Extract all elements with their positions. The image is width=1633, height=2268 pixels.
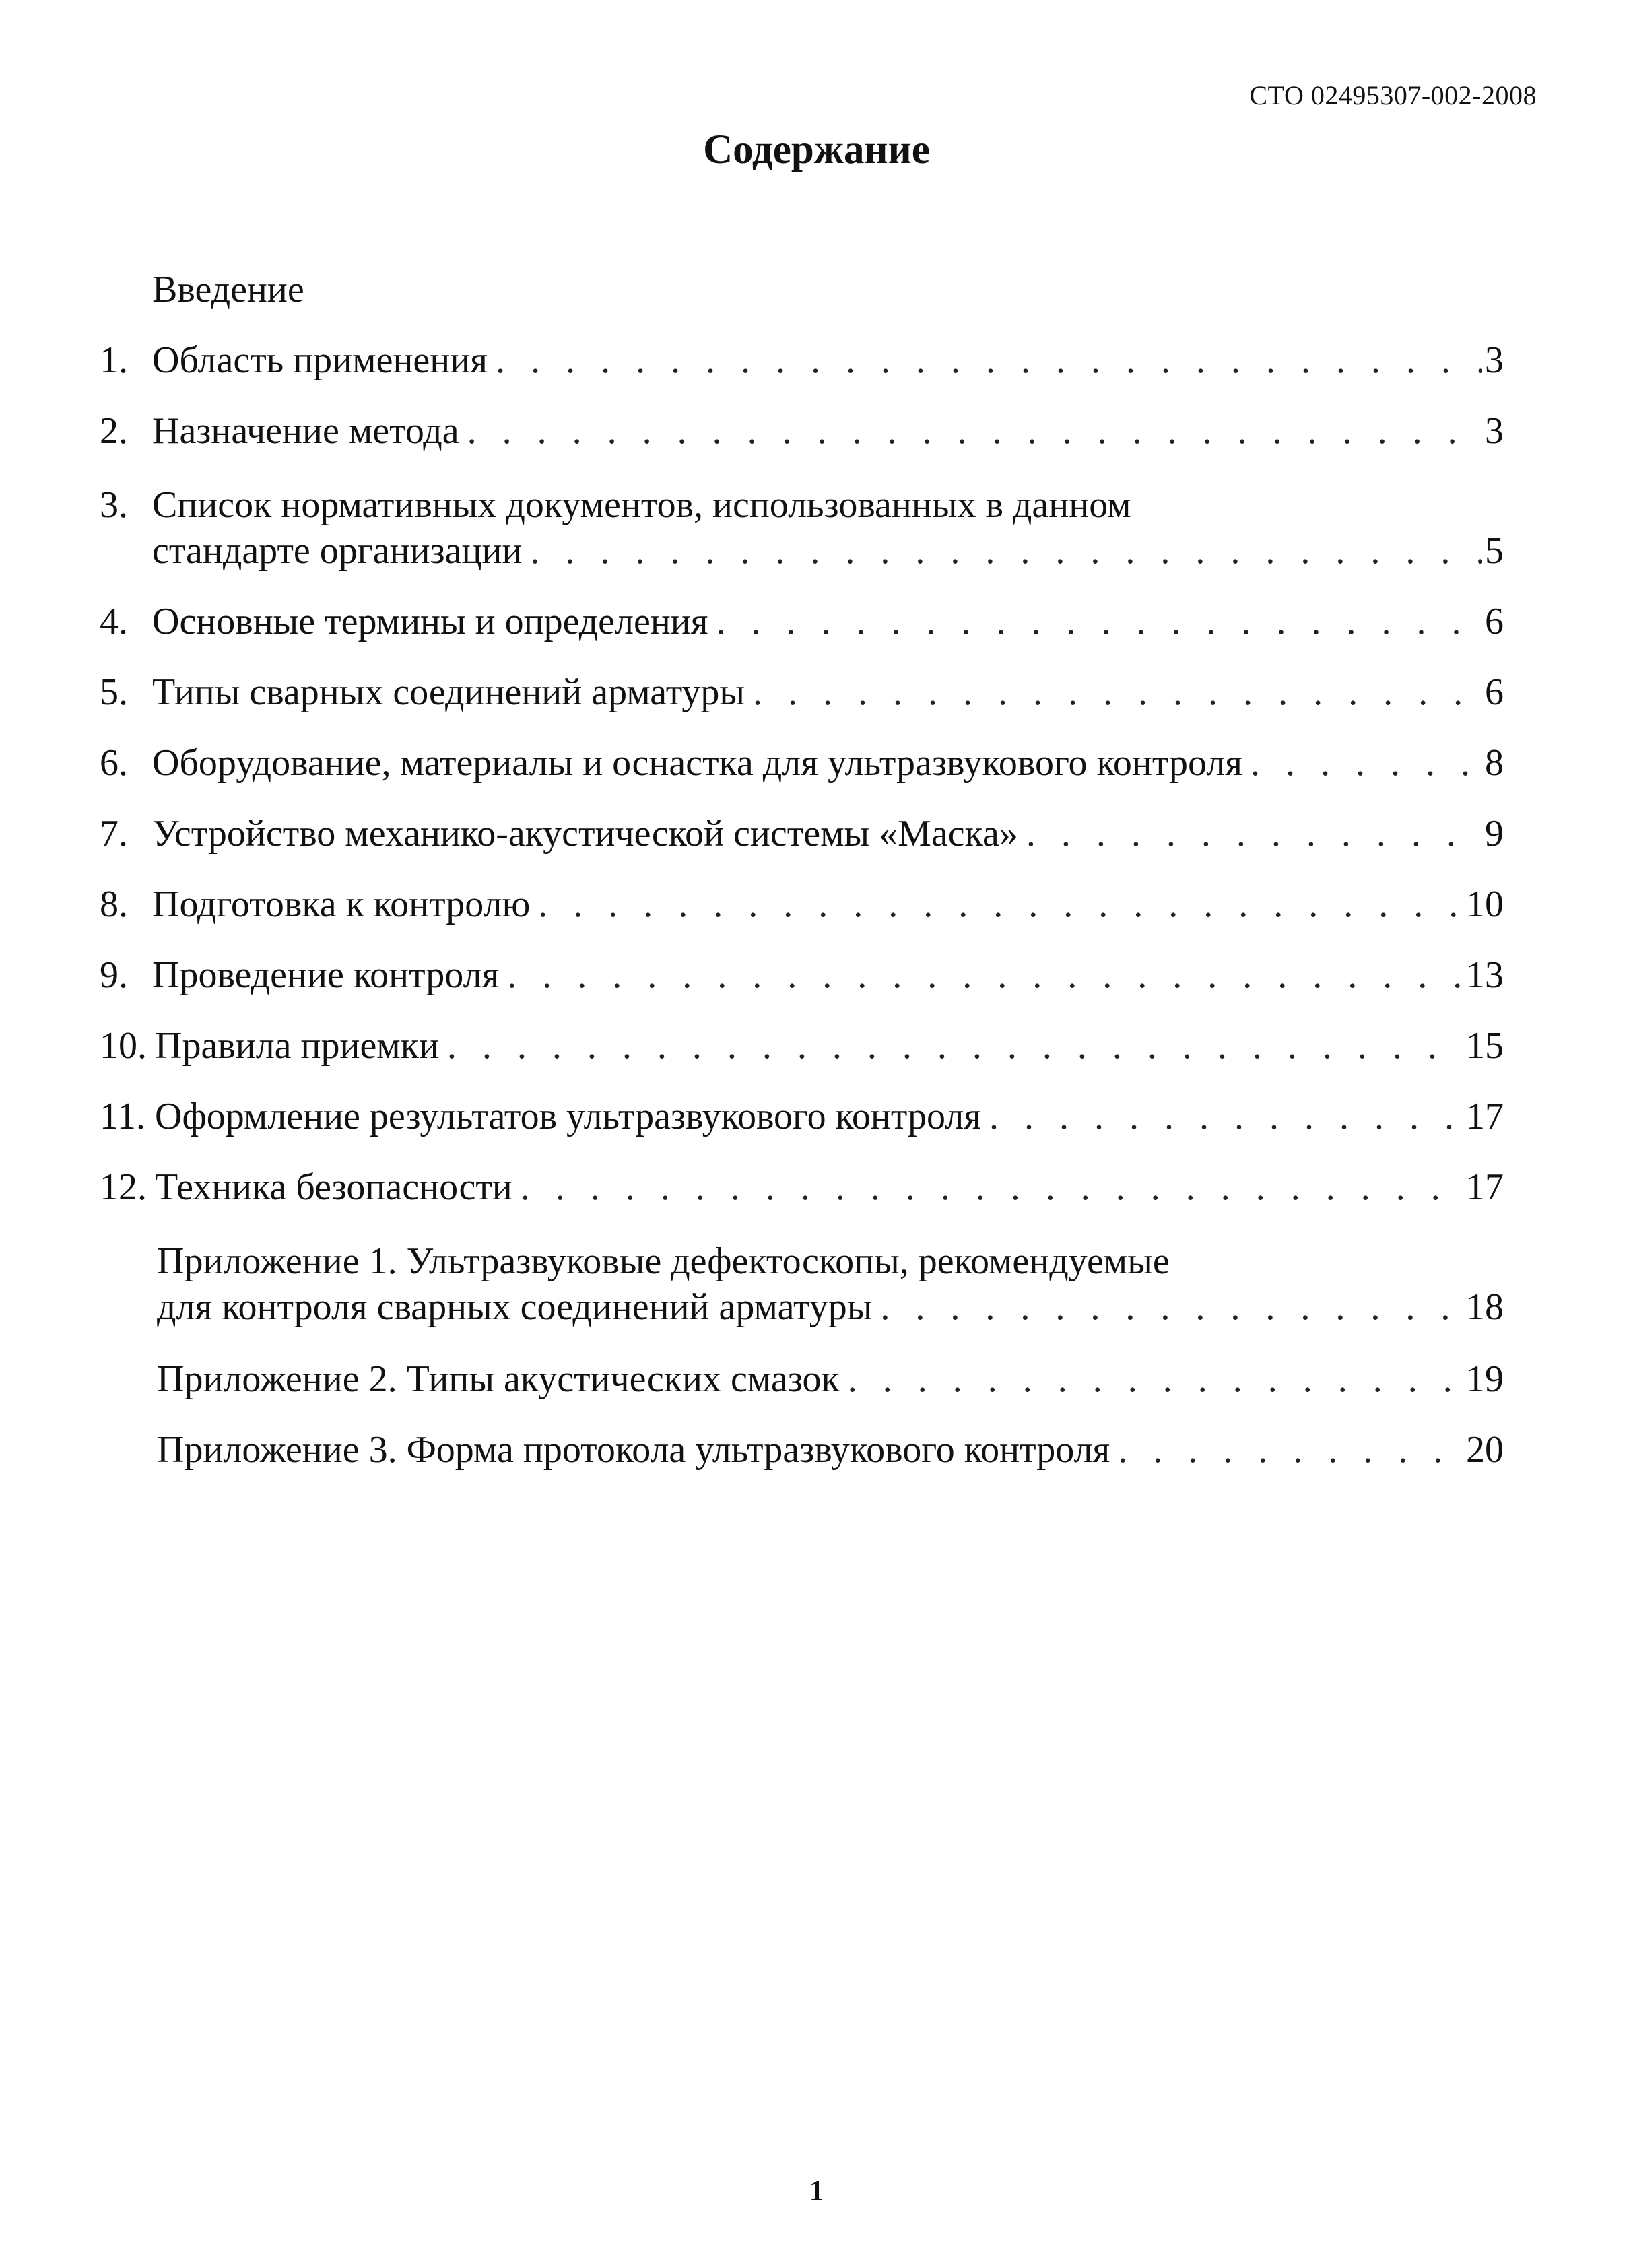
toc-entry-number: 6. [100,742,128,784]
toc-entry-page: 9 [1485,813,1504,855]
toc-appendix [100,1356,1504,1403]
toc-entry-page: 17 [1466,1166,1504,1208]
toc-entry-number: 9. [100,954,128,996]
toc-entry [100,739,1504,787]
toc-leader-dots [848,1356,1463,1403]
toc-entry [100,810,1504,857]
toc-leader-dots [1118,1426,1463,1473]
toc-entry-number: 8. [100,883,128,925]
toc-entry [100,669,1504,716]
toc-appendix [100,1426,1504,1473]
toc-entry-page: 3 [1485,339,1504,381]
toc-entry-title: Оформление результатов ультразвукового контроля [155,1096,982,1137]
toc-entry-title: Типы сварных соединений арматуры [152,671,745,713]
toc-appendix-title: для контроля сварных соединений арматуры [157,1286,873,1328]
toc-entry-number: 2. [100,410,128,452]
toc-intro-label: Введение [152,269,304,310]
toc-leader-dots [496,337,1482,384]
toc-entry-number: 3. [100,484,128,526]
toc-entry-title: Проведение контроля [152,954,500,996]
toc-leader-dots [1251,739,1482,787]
toc-appendix-title: Приложение 2. Типы акустических смазок [157,1358,840,1400]
toc-entry-number: 5. [100,671,128,713]
toc-appendix-title: Приложение 3. Форма протокола ультразвукового контроля [157,1429,1110,1471]
toc-entry-page: 6 [1485,671,1504,713]
toc-entry-page: 15 [1466,1025,1504,1067]
toc-leader-dots [530,527,1482,574]
toc-leader-dots [521,1164,1463,1211]
toc-leader-dots [447,1022,1463,1069]
page-number: 1 [809,2176,824,2207]
toc-appendix [100,1238,1504,1332]
toc-entry-number: 4. [100,601,128,642]
toc-entry [100,881,1504,928]
toc-entry-page: 17 [1466,1096,1504,1137]
toc-appendix-page: 19 [1466,1358,1504,1400]
toc-leader-dots [538,881,1463,928]
toc-entry-title: Оборудование, материалы и оснастка для ультразвукового контроля [152,742,1242,784]
toc-entry [100,1164,1504,1211]
toc-entry [100,1022,1504,1069]
toc-entry-title: Правила приемки [155,1025,439,1067]
toc-entry-title: Подготовка к контролю [152,883,531,925]
toc-entry-number: 10. [100,1025,147,1067]
toc-appendix-title-line1: Приложение 1. Ультразвуковые дефектоскопы, рекомендуемые [157,1240,1170,1282]
toc-entry-title: Назначение метода [152,410,459,452]
toc-entry [100,337,1504,384]
toc-entry-page: 8 [1485,742,1504,784]
toc-entry-title: Техника безопасности [155,1166,512,1208]
toc-entry [100,1093,1504,1140]
toc-leader-dots [716,598,1482,645]
document-code: СТО 02495307-002-2008 [1249,80,1537,110]
toc-entry-page: 5 [1485,530,1504,572]
toc-entry-title: Область применения [152,339,488,381]
toc-entry-title: стандарте организации [152,530,523,572]
toc-entry-page: 10 [1466,883,1504,925]
toc-leader-dots [467,407,1482,455]
toc-leader-dots [507,952,1463,999]
toc-entry-number: 7. [100,813,128,855]
toc-entry-number: 12. [100,1166,147,1208]
toc-leader-dots [753,669,1482,716]
toc-entry-title: Устройство механико-акустической системы «Маска» [152,813,1018,855]
toc-entry [100,407,1504,455]
toc-intro [100,266,1504,313]
toc-leader-dots [1026,810,1482,857]
toc-entry-title-line1: Список нормативных документов, использованных в данном [152,484,1131,526]
toc-entry [100,481,1504,576]
toc-entry [100,952,1504,999]
page-title: Содержание [703,127,930,172]
toc-entry-page: 13 [1466,954,1504,996]
toc-entry-page: 6 [1485,601,1504,642]
toc-leader-dots [989,1093,1463,1140]
toc-appendix-page: 20 [1466,1429,1504,1471]
toc-entry [100,598,1504,645]
toc-entry-number: 1. [100,339,128,381]
toc-entry-page: 3 [1485,410,1504,452]
toc-leader-dots [880,1283,1463,1331]
toc-appendix-page: 18 [1466,1286,1504,1328]
toc-entry-title: Основные термины и определения [152,601,708,642]
toc-entry-number: 11. [100,1096,145,1137]
